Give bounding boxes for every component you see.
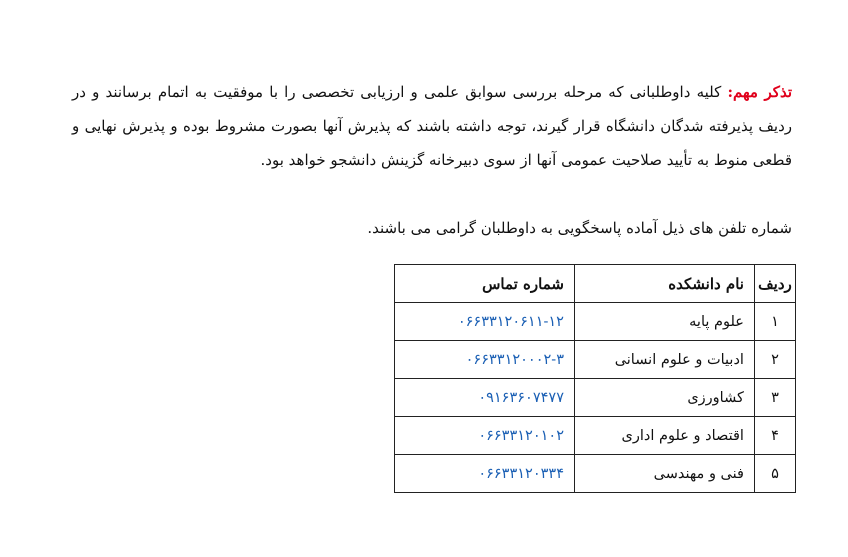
table-row <box>395 303 796 341</box>
table-header-row <box>395 265 796 303</box>
phone-number[interactable]: ۰۹۱۶۳۶۰۷۴۷۷ <box>395 379 575 417</box>
header-phone: شماره تماس <box>395 265 575 303</box>
faculty-name: علوم پایه <box>574 303 754 341</box>
contacts-table <box>394 264 796 493</box>
phone-number[interactable]: ۰۶۶۳۳۱۲۰۱۰۲ <box>395 417 575 455</box>
phone-number[interactable]: ۰۶۶۳۳۱۲۰۳۳۴ <box>395 455 575 493</box>
phone-number[interactable]: ۰۶۶۳۳۱۲۰۰۰۲-۳ <box>395 341 575 379</box>
notice-label: تذکر مهم: <box>727 83 792 101</box>
row-number: ۲ <box>754 341 795 379</box>
notice-paragraph <box>72 75 792 177</box>
faculty-name: ادبیات و علوم انسانی <box>574 341 754 379</box>
table-row <box>395 341 796 379</box>
faculty-name: فنی و مهندسی <box>574 455 754 493</box>
faculty-name: کشاورزی <box>574 379 754 417</box>
row-number: ۳ <box>754 379 795 417</box>
table-row <box>395 417 796 455</box>
header-row-number: ردیف <box>754 265 795 303</box>
header-faculty: نام دانشکده <box>574 265 754 303</box>
notice-text: کلیه داوطلبانی که مرحله بررسی سوابق علمی و ارزیابی تخصصی را با موفقیت به اتمام برسانند و در ردیف پذیرفته شدگان دانشگاه قرار گیرند، توجه داشته باشند که پذیرش آنها بصورت مشروط بوده و پذیرش نهایی و قطعی منوط به تأیید صلاحیت عمومی آنها از سوی دبیرخانه گزینش دانشجو خواهد بود. <box>72 83 792 169</box>
phones-intro: شماره تلفن های ذیل آماده پاسخگویی به داوطلبان گرامی می باشند. <box>367 219 792 237</box>
faculty-name: اقتصاد و علوم اداری <box>574 417 754 455</box>
phone-number[interactable]: ۰۶۶۳۳۱۲۰۶۱۱-۱۲ <box>395 303 575 341</box>
row-number: ۵ <box>754 455 795 493</box>
row-number: ۱ <box>754 303 795 341</box>
table-row <box>395 455 796 493</box>
table-row <box>395 379 796 417</box>
row-number: ۴ <box>754 417 795 455</box>
